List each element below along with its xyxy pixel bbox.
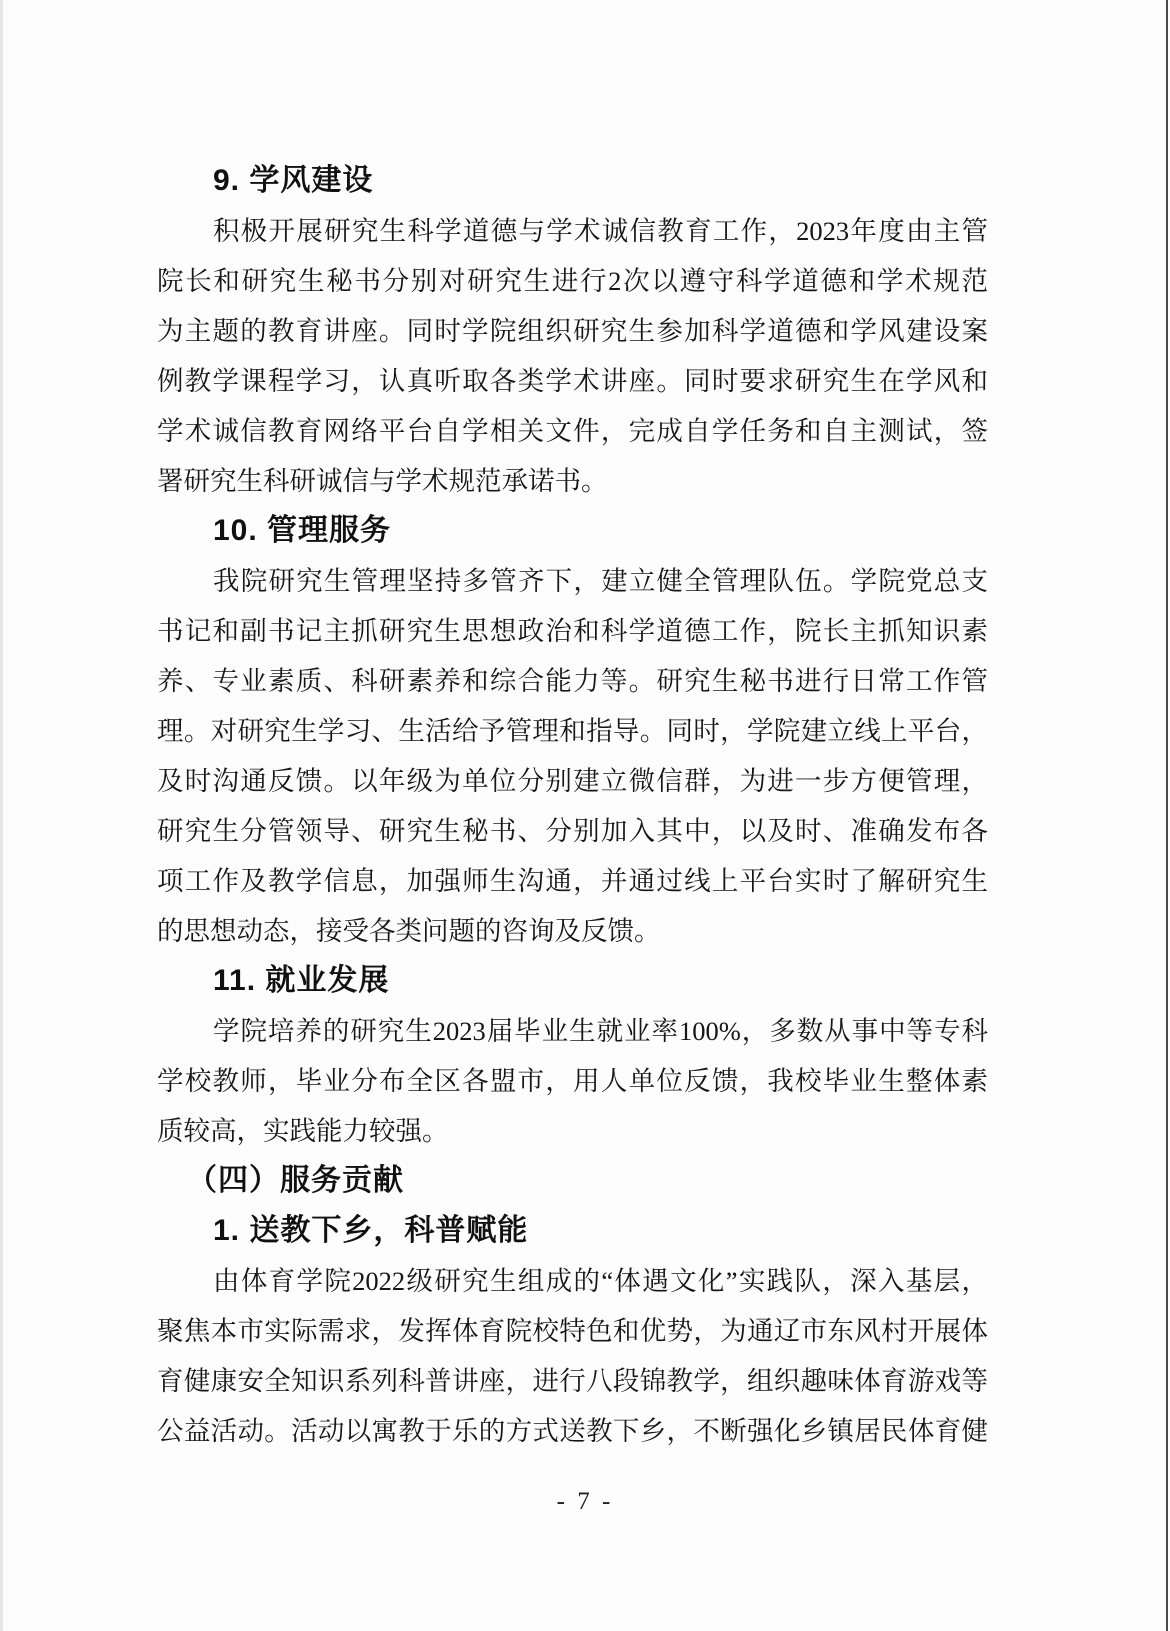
text-line: 积极开展研究生科学道德与学术诚信教育工作，2023年度由主管: [213, 216, 988, 246]
text-line: 育健康安全知识系列科普讲座，进行八段锦教学，组织趣味体育游戏等: [157, 1366, 988, 1396]
text-line: 质较高，实践能力较强。: [157, 1116, 449, 1146]
page-right-edge: [1166, 0, 1168, 1631]
section-heading-4: （四）服务贡献: [187, 1164, 404, 1197]
paragraph-10: [157, 556, 988, 956]
text-line: 及时沟通反馈。以年级为单位分别建立微信群，为进一步方便管理，: [157, 766, 988, 796]
paragraph-11: [157, 1006, 988, 1156]
text-line: 学校教师，毕业分布全区各盟市，用人单位反馈，我校毕业生整体素: [157, 1066, 988, 1096]
text-line: 由体育学院2022级研究生组成的“体遇文化”实践队，深入基层，: [213, 1266, 988, 1296]
section-heading-10: 10. 管理服务: [213, 514, 392, 547]
text-line: 项工作及教学信息，加强师生沟通，并通过线上平台实时了解研究生: [157, 866, 988, 896]
text-line: 学术诚信教育网络平台自学相关文件，完成自学任务和自主测试，签: [157, 416, 988, 446]
text-line: 书记和副书记主抓研究生思想政治和科学道德工作，院长主抓知识素: [157, 616, 988, 646]
text-line: 为主题的教育讲座。同时学院组织研究生参加科学道德和学风建设案: [157, 316, 988, 346]
text-line: 养、专业素质、科研素养和综合能力等。研究生秘书进行日常工作管: [157, 666, 988, 696]
text-line: 例教学课程学习，认真听取各类学术讲座。同时要求研究生在学风和: [157, 366, 988, 396]
paragraph-4-1: [157, 1256, 988, 1456]
text-line: 的思想动态，接受各类问题的咨询及反馈。: [157, 916, 661, 946]
section-heading-11: 11. 就业发展: [213, 964, 390, 997]
text-line: 院长和研究生秘书分别对研究生进行2次以遵守科学道德和学术规范: [157, 266, 988, 296]
text-line: 理。对研究生学习、生活给予管理和指导。同时，学院建立线上平台，: [157, 716, 988, 746]
text-line: 研究生分管领导、研究生秘书、分别加入其中，以及时、准确发布各: [157, 816, 988, 846]
text-line: 学院培养的研究生2023届毕业生就业率100%，多数从事中等专科: [213, 1016, 988, 1046]
text-line: 我院研究生管理坚持多管齐下，建立健全管理队伍。学院党总支: [213, 566, 988, 596]
section-heading-9: 9. 学风建设: [213, 164, 374, 197]
section-heading-4-1: 1. 送教下乡，科普赋能: [213, 1214, 529, 1247]
page-number: - 7 -: [556, 1488, 614, 1515]
text-line: 公益活动。活动以寓教于乐的方式送教下乡，不断强化乡镇居民体育健: [157, 1416, 988, 1446]
text-line: 聚焦本市实际需求，发挥体育院校特色和优势，为通辽市东风村开展体: [157, 1316, 988, 1346]
document-body: [157, 156, 988, 1456]
page-left-edge: [0, 0, 3, 1631]
text-line: 署研究生科研诚信与学术规范承诺书。: [157, 466, 608, 496]
paragraph-9: [157, 206, 988, 506]
